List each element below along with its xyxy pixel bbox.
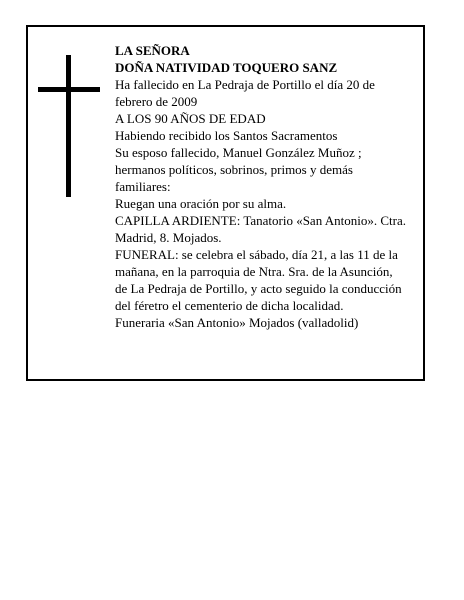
cross-vertical-bar bbox=[66, 55, 71, 197]
notice-line: A LOS 90 AÑOS DE EDAD bbox=[115, 111, 266, 126]
notice-text bbox=[115, 42, 425, 331]
notice-line: familiares: bbox=[115, 179, 171, 194]
cross-horizontal-bar bbox=[38, 87, 100, 92]
notice-line: febrero de 2009 bbox=[115, 94, 198, 109]
notice-line: LA SEÑORA bbox=[115, 43, 190, 58]
notice-line: Su esposo fallecido, Manuel González Muñoz ; bbox=[115, 145, 362, 160]
notice-line: Habiendo recibido los Santos Sacramentos bbox=[115, 128, 338, 143]
notice-line: Ha fallecido en La Pedraja de Portillo el día 20 de bbox=[115, 77, 375, 92]
notice-line: de La Pedraja de Portillo, y acto seguido la conducción bbox=[115, 281, 402, 296]
notice-line: hermanos políticos, sobrinos, primos y demás bbox=[115, 162, 353, 177]
notice-line: CAPILLA ARDIENTE: Tanatorio «San Antonio». Ctra. bbox=[115, 213, 406, 228]
notice-line: DOÑA NATIVIDAD TOQUERO SANZ bbox=[115, 60, 338, 75]
notice-line: Madrid, 8. Mojados. bbox=[115, 230, 222, 245]
notice-line: Funeraria «San Antonio» Mojados (valladolid) bbox=[115, 315, 359, 330]
notice-line: Ruegan una oración por su alma. bbox=[115, 196, 287, 211]
notice-line: FUNERAL: se celebra el sábado, día 21, a las 11 de la bbox=[115, 247, 398, 262]
obituary-notice bbox=[26, 25, 425, 381]
notice-line: mañana, en la parroquia de Ntra. Sra. de la Asunción, bbox=[115, 264, 393, 279]
notice-line: del féretro el cementerio de dicha localidad. bbox=[115, 298, 344, 313]
